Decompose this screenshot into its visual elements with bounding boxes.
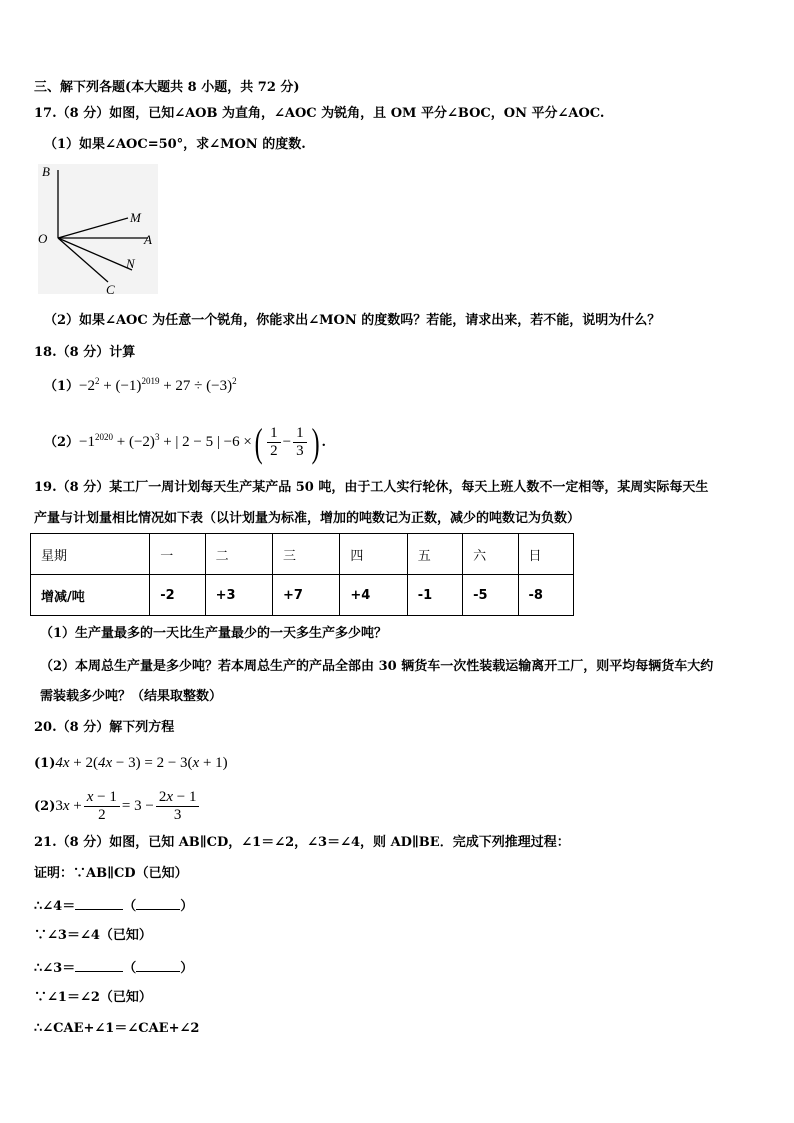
- proof-line-4-text: ∴∠3＝: [34, 961, 76, 976]
- figure-background: [38, 164, 158, 294]
- q17-part1: （1）如果∠AOC=50°，求∠MON 的度数.: [44, 137, 306, 152]
- q19-line1: 19.（8 分）某工厂一周计划每天生产某产品 50 吨，由于工人实行轮休，每天上班人数不一定相等，某周实际每天生: [34, 480, 709, 495]
- section-heading: 三、解下列各题(本大题共 8 小题，共 72 分): [34, 80, 300, 95]
- table-cell: -1: [407, 575, 462, 616]
- table-cell: 日: [518, 534, 573, 575]
- proof-line-2: ∴∠4＝ （ ）: [34, 899, 194, 914]
- q18-p1-label: （1）: [44, 379, 80, 394]
- label-m: M: [130, 210, 141, 225]
- proof-line-1: 证明：∵AB∥CD（已知）: [34, 866, 188, 881]
- label-n: N: [126, 256, 135, 271]
- q19-part2-line2: 需装载多少吨？（结果取整数）: [40, 689, 223, 704]
- production-table: [30, 533, 574, 616]
- table-cell: 增减/吨: [31, 575, 150, 616]
- reason-blank[interactable]: [136, 959, 180, 972]
- proof-line-6: ∴∠CAE+∠1＝∠CAE+∠2: [34, 1021, 200, 1036]
- table-cell: +3: [205, 575, 272, 616]
- reason-blank[interactable]: [136, 897, 180, 910]
- q20-stem: 20.（8 分）解下列方程: [34, 720, 175, 735]
- answer-blank[interactable]: [75, 897, 123, 910]
- proof-line-5: ∵∠1＝∠2（已知）: [34, 990, 152, 1005]
- table-cell: 六: [463, 534, 518, 575]
- proof-line-3: ∵∠3＝∠4（已知）: [34, 928, 152, 943]
- q18-expression-1: $(1)-2^2 + (-1)^{2019} + 27 \div (-3)^2$: [44, 376, 237, 394]
- label-o: O: [38, 231, 48, 246]
- label-c: C: [106, 282, 115, 297]
- table-cell: 二: [205, 534, 272, 575]
- label-b: B: [42, 164, 50, 179]
- q19-part2-line1: （2）本周总生产量是多少吨？若本周总生产的产品全部由 30 辆货车一次性装载运输离开工厂，则平均每辆货车大约: [40, 659, 714, 674]
- q20-p1-label: (1): [34, 756, 56, 771]
- table-cell: +7: [272, 575, 339, 616]
- q17-part2: （2）如果∠AOC 为任意一个锐角，你能求出∠MON 的度数吗？若能，请求出来，若不能，说明为什么？: [44, 313, 661, 328]
- table-cell: +4: [340, 575, 407, 616]
- q17-stem: 17.（8 分）如图，已知∠AOB 为直角，∠AOC 为锐角，且 OM 平分∠BOC，ON 平分∠AOC.: [34, 106, 605, 121]
- proof-line-4: ∴∠3＝ （ ）: [34, 961, 194, 976]
- table-cell: -2: [150, 575, 205, 616]
- q20-equation-1: (1)4x + 2(4x − 3) = 2 − 3(x + 1): [34, 755, 228, 771]
- table-cell: 五: [407, 534, 462, 575]
- table-cell: 四: [340, 534, 407, 575]
- table-cell: 星期: [31, 534, 150, 575]
- q19-line2: 产量与计划量相比情况如下表（以计划量为标准，增加的吨数记为正数，减少的吨数记为负数）: [34, 511, 581, 526]
- table-header-row: [31, 534, 574, 575]
- q18-expression-2: $(2)-1^{2020} + (-2)^3$ + | 2 − 5 | −6 ×( $\frac{1}{2}$ − $\frac{1}{3}$ ) .: [44, 419, 326, 465]
- table-cell: -8: [518, 575, 573, 616]
- table-row: [31, 575, 574, 616]
- q18-p2-label: （2）: [44, 435, 80, 450]
- q20-p2-label: (2): [34, 799, 56, 814]
- angle-figure: [36, 160, 166, 300]
- table-cell: -5: [463, 575, 518, 616]
- q21-stem: 21.（8 分）如图，已知 AB∥CD，∠1＝∠2，∠3＝∠4，则 AD∥BE．完成下列推理过程：: [34, 835, 570, 850]
- answer-blank[interactable]: [75, 959, 123, 972]
- q20-equation-2: (2)3x + $\frac{x - 1}{2}$ = 3 − $\frac{2x - 1}{3}$: [34, 786, 201, 826]
- table-cell: 三: [272, 534, 339, 575]
- label-a: A: [144, 232, 152, 247]
- q19-part1: （1）生产量最多的一天比生产量最少的一天多生产多少吨？: [40, 626, 388, 641]
- table-cell: 一: [150, 534, 205, 575]
- proof-line-2-text: ∴∠4＝: [34, 899, 76, 914]
- q18-stem: 18.（8 分）计算: [34, 345, 136, 360]
